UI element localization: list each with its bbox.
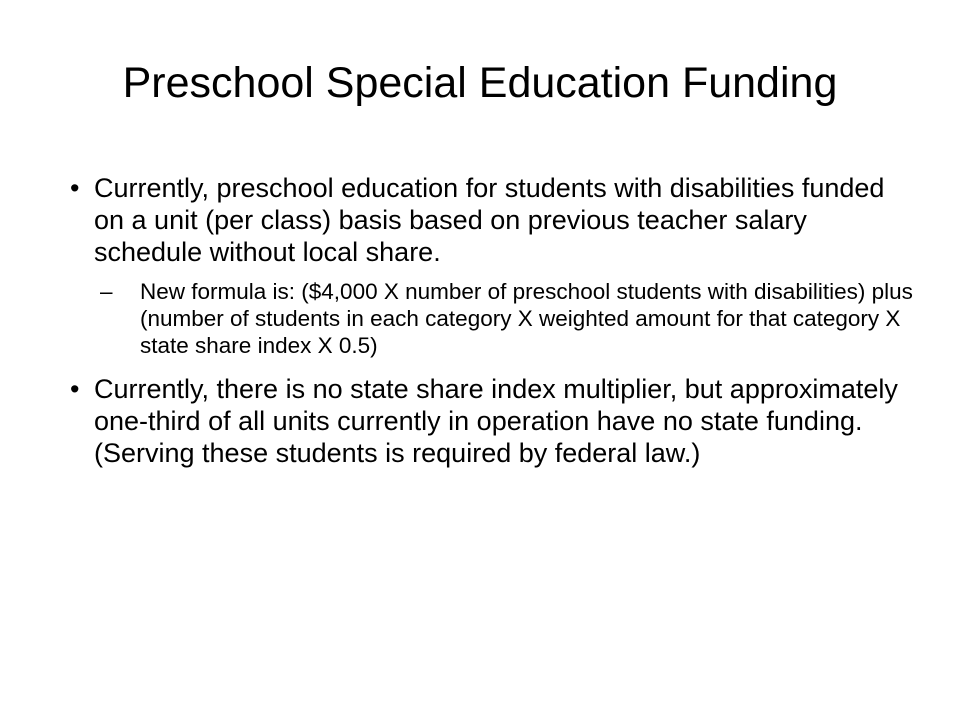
bullet-item bbox=[70, 172, 920, 359]
sub-bullet-item bbox=[94, 278, 920, 359]
slide-title: Preschool Special Education Funding bbox=[122, 59, 838, 107]
bullet-marker: • bbox=[70, 374, 80, 404]
bullet-marker: • bbox=[70, 173, 80, 203]
bullet-item bbox=[70, 373, 920, 469]
bullet-text: Currently, there is no state share index multiplier, but approximately one-third of all units currently in operation have no state funding. (Serving these students is required by federal law.) bbox=[94, 374, 898, 468]
sub-bullet-list bbox=[94, 278, 920, 359]
sub-bullet-marker: – bbox=[100, 279, 113, 304]
bullet-list bbox=[70, 172, 920, 469]
bullet-text: Currently, preschool education for students with disabilities funded on a unit (per class) basis based on previous teacher salary schedule without local share. bbox=[94, 173, 885, 267]
sub-bullet-text: New formula is: ($4,000 X number of preschool students with disabilities) plus (number of students in each category X weighted amount for that category X state share index X 0.5) bbox=[140, 279, 913, 358]
